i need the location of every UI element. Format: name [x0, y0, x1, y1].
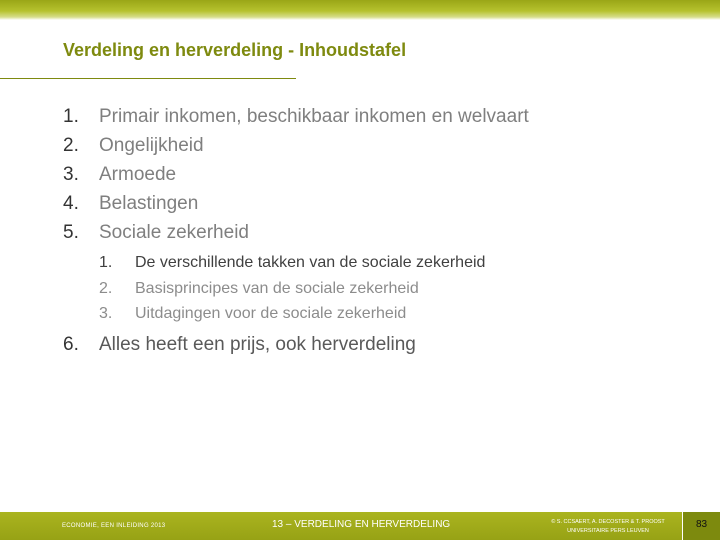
toc-subitem: [99, 250, 703, 276]
toc-subitem: [99, 301, 703, 327]
top-accent-bar: [0, 0, 720, 20]
footer-chapter-label: 13 – VERDELING EN HERVERDELING: [272, 519, 451, 530]
toc-item-number: 3.: [63, 164, 79, 185]
toc-item: [63, 189, 703, 218]
toc-subitem-number: 3.: [99, 305, 113, 322]
footer-copyright-publisher: UNIVERSITAIRE PERS LEUVEN: [567, 528, 649, 534]
slide-title: Verdeling en herverdeling - Inhoudstafel: [63, 40, 407, 60]
footer-course-label: ECONOMIE, EEN INLEIDING 2013: [62, 523, 166, 529]
toc-item: [63, 102, 703, 131]
toc-item-label: Primair inkomen, beschikbaar inkomen en welvaart: [99, 106, 529, 127]
toc-item-number: 1.: [63, 106, 79, 127]
toc-item: [63, 131, 703, 160]
toc-item: [63, 160, 703, 189]
footer-copyright-authors: © S. CCSAERT, A. DECOSTER & T. PROOST: [551, 519, 665, 525]
table-of-contents: [63, 102, 703, 359]
page-number: 83: [683, 512, 720, 540]
toc-item-number: 2.: [63, 135, 79, 156]
toc-item-number: 5.: [63, 222, 79, 243]
toc-item-label: Sociale zekerheid: [99, 222, 249, 243]
toc-subitem-number: 1.: [99, 254, 113, 271]
toc-item-label: Armoede: [99, 164, 177, 185]
toc-item-label: Alles heeft een prijs, ook herverdeling: [99, 333, 416, 355]
toc-subitem-label: Basisprincipes van de sociale zekerheid: [135, 279, 419, 297]
toc-subitem-number: 2.: [99, 279, 113, 297]
toc-subitem-label: De verschillende takken van de sociale zekerheid: [135, 254, 486, 271]
footer-copyright: [536, 518, 680, 536]
toc-subitem-label: Uitdagingen voor de sociale zekerheid: [135, 305, 407, 322]
toc-item: [63, 330, 703, 359]
toc-subitem: [99, 276, 703, 302]
toc-item-label: Belastingen: [99, 193, 199, 214]
toc-item-number: 4.: [63, 193, 79, 214]
toc-item-number: 6.: [63, 333, 79, 355]
toc-sublist: [99, 250, 703, 327]
title-underline: [0, 78, 296, 79]
footer-bar: [0, 512, 720, 540]
toc-item-label: Ongelijkheid: [99, 135, 204, 156]
toc-item: [63, 218, 703, 247]
